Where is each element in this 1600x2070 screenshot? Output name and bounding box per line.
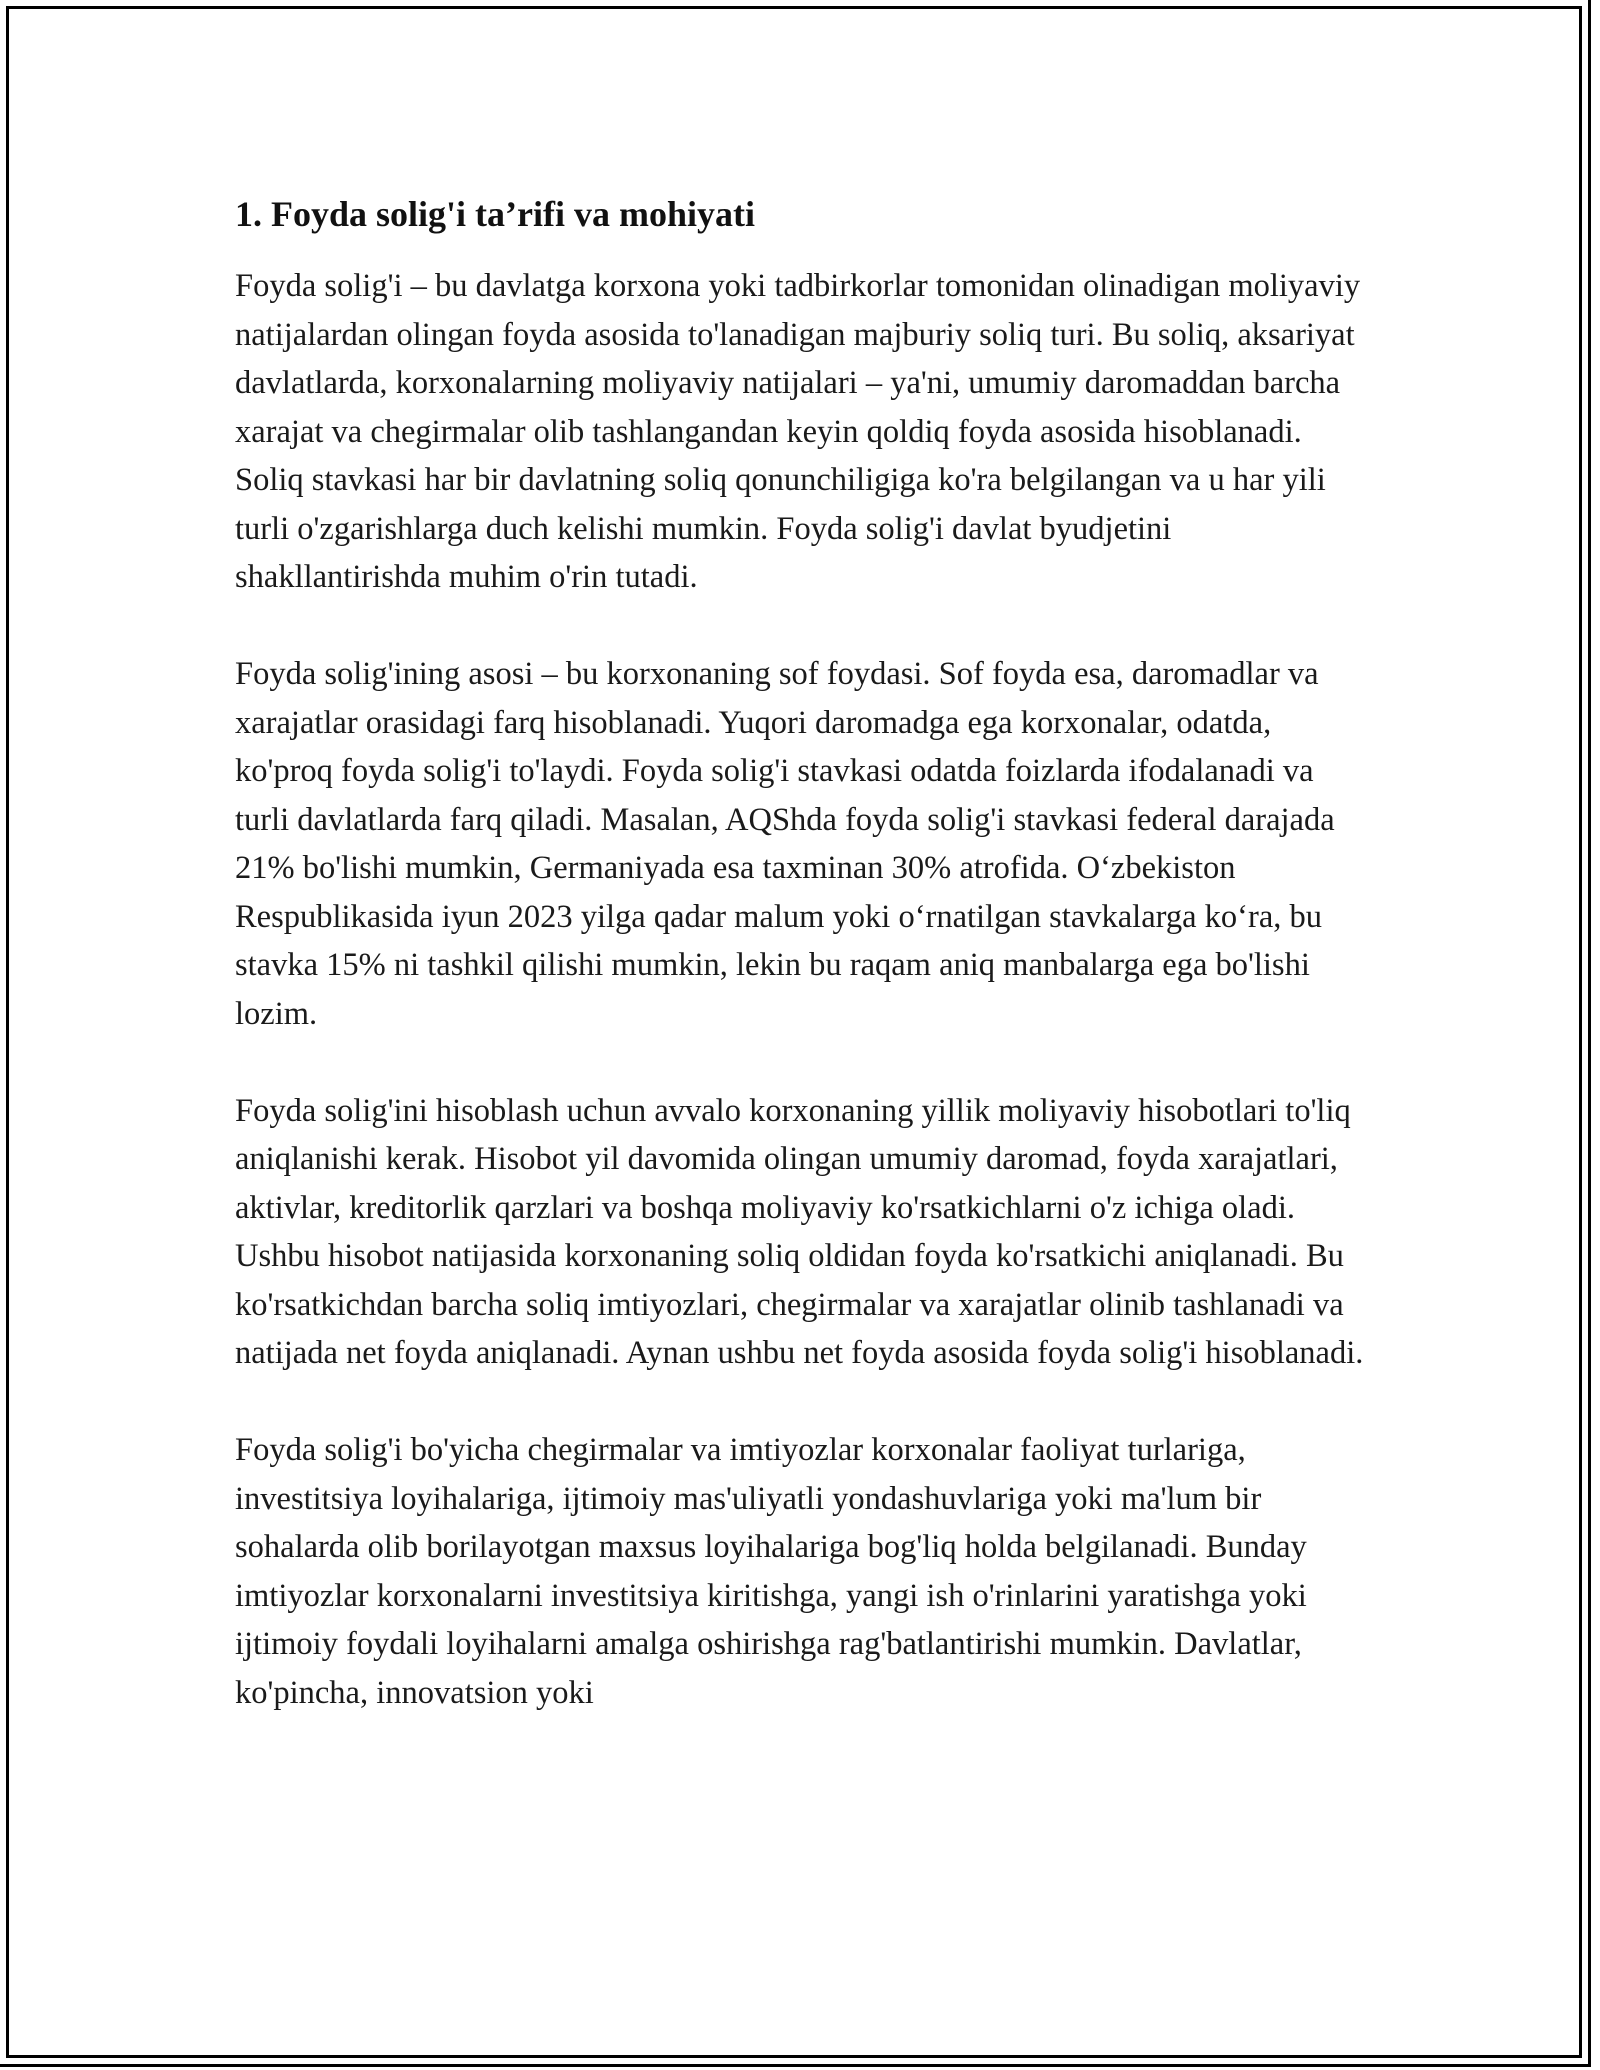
paragraph-3: Foyda solig'ini hisoblash uchun avvalo korxonaning yillik moliyaviy hisobotlari to'liq aniqlanishi kerak. Hisobot yil davomida olingan umumiy daromad, foyda xarajatlari, aktivlar, kreditorlik qarzlari va boshqa moliyaviy ko'rsatkichlarni o'z ichiga oladi. Ushbu hisobot natijasida korxonaning soliq oldidan foyda ko'rsatkichi aniqlanadi. Bu ko'rsatkichdan barcha soliq imtiyozlari, chegirmalar va xarajatlar olinib tashlanadi va natijada net foyda aniqlanadi. Aynan ushbu net foyda asosida foyda solig'i hisoblanadi.	[235, 1092, 1364, 1371]
paragraph-2: Foyda solig'ining asosi – bu korxonaning sof foydasi. Sof foyda esa, daromadlar va xarajatlar orasidagi farq hisoblanadi. Yuqori daromadga ega korxonalar, odatda, ko'proq foyda solig'i to'laydi. Foyda solig'i stavkasi odatda foizlarda ifodalanadi va turli davlatlarda farq qiladi. Masalan, AQShda foyda solig'i stavkasi federal darajada 21% bo'lishi mumkin, Germaniyada esa taxminan 30% atrofida. O‘zbekiston Respublikasida iyun 2023 yilga qadar malum yoki o‘rnatilgan stavkalarga ko‘ra, bu stavka 15% ni tashkil qilishi mumkin, lekin bu raqam aniq manbalarga ega bo'lishi lozim.	[235, 656, 1335, 1032]
paragraph-4: Foyda solig'i bo'yicha chegirmalar va imtiyozlar korxonalar faoliyat turlariga, investitsiya loyihalariga, ijtimoiy mas'uliyatli yondashuvlariga yoki ma'lum bir sohalarda olib borilayotgan maxsus loyihalariga bog'liq holda belgilanadi. Bunday imtiyozlar korxonalarni investitsiya kiritishga, yangi ish o'rinlarini yaratishga yoki ijtimoiy foydali loyihalarni amalga oshirishga rag'batlantirishi mumkin. Davlatlar, ko'pincha, innovatsion yoki	[235, 1432, 1307, 1711]
section-heading: 1. Foyda solig'i ta’rifi va mohiyati	[235, 194, 755, 234]
paragraph-1: Foyda solig'i – bu davlatga korxona yoki tadbirkorlar tomonidan olinadigan moliyaviy natijalardan olingan foyda asosida to'lanadigan majburiy soliq turi. Bu soliq, aksariyat davlatlarda, korxonalarning moliyaviy natijalari – ya'ni, umumiy daromaddan barcha xarajat va chegirmalar olib tashlangandan keyin qoldiq foyda asosida hisoblanadi. Soliq stavkasi har bir davlatning soliq qonunchiligiga ko'ra belgilangan va u har yili turli o'zgarishlarga duch kelishi mumkin. Foyda solig'i davlat byudjetini shakllantirishda muhim o'rin tutadi.	[235, 268, 1361, 595]
document-body	[235, 188, 1370, 1766]
